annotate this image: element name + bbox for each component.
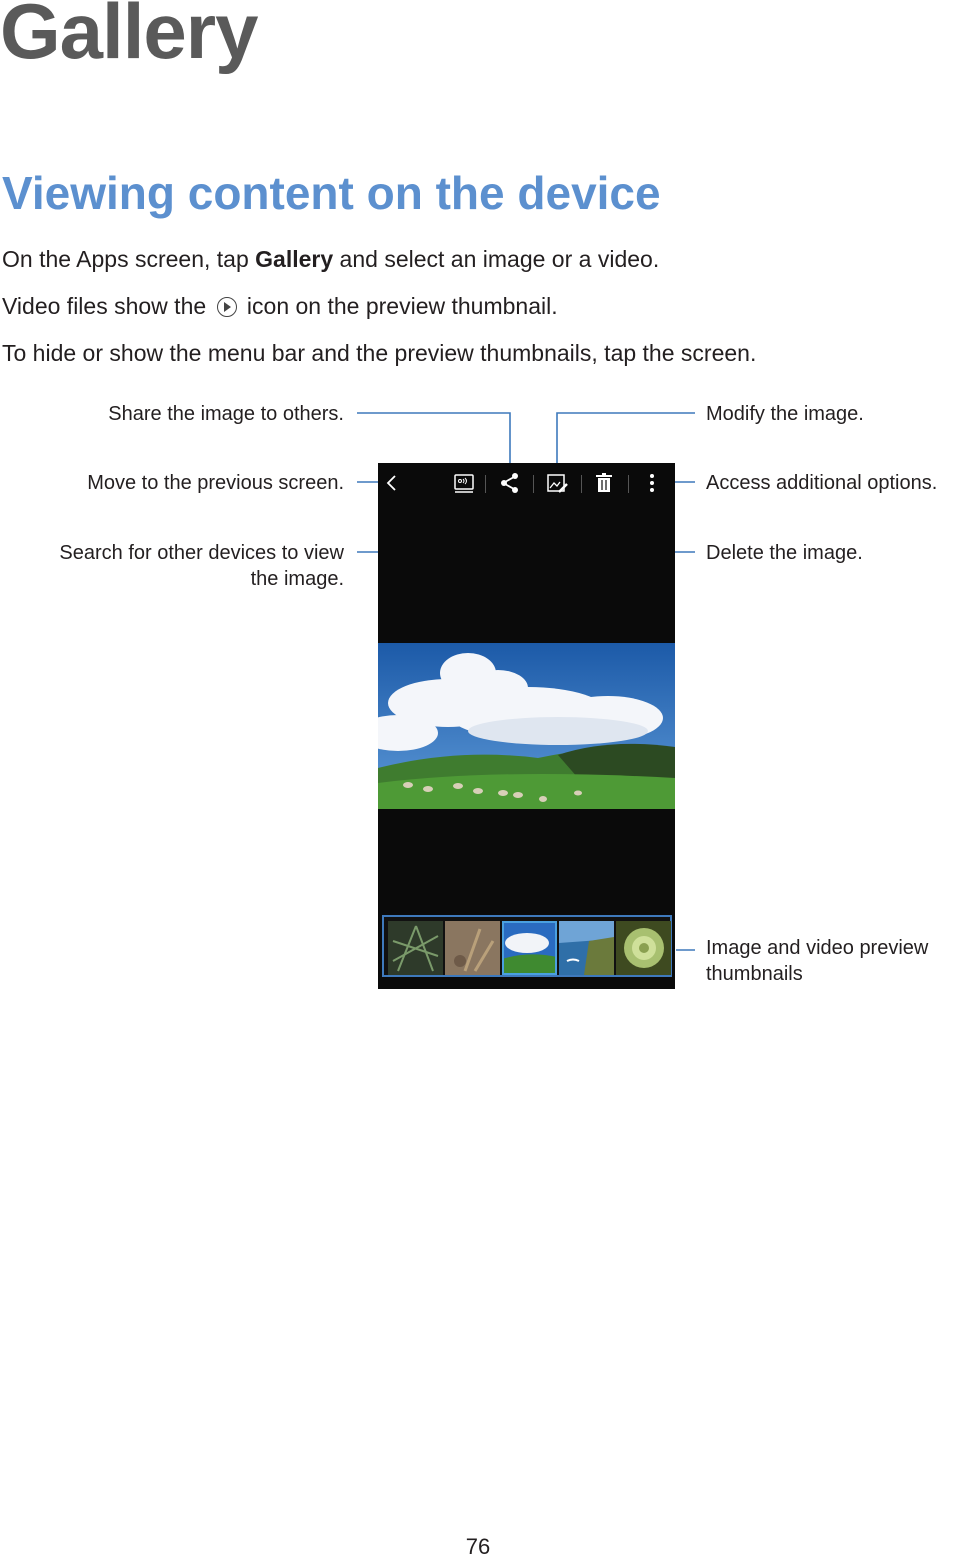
thumbnail-2[interactable] bbox=[445, 921, 500, 975]
delete-icon[interactable] bbox=[592, 471, 616, 495]
menu-bar bbox=[378, 463, 675, 503]
callout-more: Access additional options. bbox=[706, 472, 938, 494]
more-options-icon[interactable] bbox=[640, 471, 664, 495]
paragraph-2: Video files show the icon on the preview thumbnail. bbox=[2, 293, 558, 319]
callout-search: Search for other devices to view the image. bbox=[59, 542, 344, 590]
paragraph-3: To hide or show the menu bar and the preview thumbnails, tap the screen. bbox=[2, 340, 757, 366]
callout-delete: Delete the image. bbox=[706, 542, 863, 564]
edit-icon[interactable] bbox=[545, 471, 569, 495]
screen-mirroring-icon[interactable] bbox=[452, 471, 476, 495]
paragraph-1: On the Apps screen, tap Gallery and select an image or a video. bbox=[2, 246, 660, 272]
thumbnail-5[interactable] bbox=[616, 921, 671, 975]
page-number: 76 bbox=[465, 1534, 491, 1559]
thumbnail-4[interactable] bbox=[559, 921, 614, 975]
section-title: Viewing content on the device bbox=[2, 167, 661, 219]
callout-thumbnails: Image and video preview thumbnails bbox=[706, 937, 929, 985]
preview-thumbnails bbox=[382, 915, 672, 977]
callout-modify: Modify the image. bbox=[706, 403, 864, 425]
gallery-app-name: Gallery bbox=[255, 246, 334, 272]
main-photo[interactable] bbox=[378, 643, 675, 809]
chapter-title: Gallery bbox=[0, 0, 258, 75]
thumbnail-3-selected[interactable] bbox=[502, 921, 557, 975]
share-icon[interactable] bbox=[498, 471, 522, 495]
callout-share: Share the image to others. bbox=[108, 403, 344, 425]
phone-screen[interactable] bbox=[378, 463, 675, 989]
share-callout-line bbox=[357, 413, 510, 465]
callout-back: Move to the previous screen. bbox=[87, 472, 344, 494]
thumbnail-1[interactable] bbox=[388, 921, 443, 975]
back-icon[interactable] bbox=[380, 471, 404, 495]
modify-callout-line bbox=[557, 413, 695, 465]
